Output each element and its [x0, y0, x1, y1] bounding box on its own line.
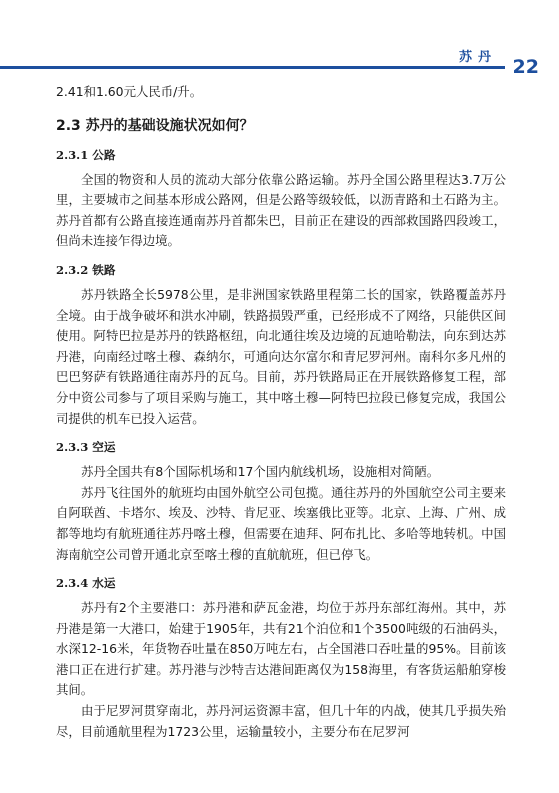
continued-paragraph: 2.41和1.60元人民币/升。	[56, 84, 203, 99]
body-paragraph: 苏丹全国共有8个国际机场和17个国内航线机场，设施相对简陋。	[81, 464, 440, 480]
running-header-country: 苏丹	[458, 50, 497, 65]
subsection-heading: 2.3.2 铁路	[56, 262, 116, 277]
body-paragraph: 苏丹铁路全长5978公里，是非洲国家铁路里程第二长的国家，铁路覆盖苏丹全境。由于战争破坏和洪水冲刷，铁路损毁严重，已经形成不了网络，只能供区间使用。阿特巴拉是苏丹的铁路枢纽，向北通往埃及边境的瓦迪哈勒法，向东到达苏丹港，向南经过喀土穆、森纳尔，可通向达尔富尔和青尼罗河州。南科尔多凡州的巴巴努萨有铁路通往南苏丹的瓦乌。目前，苏丹铁路局正在开展铁路修复工程，部分中资公司参与了项目采购与施工，其中喀土穆—阿特巴拉段已修复完成，我国公司提供的机车已投入运营。	[56, 286, 506, 426]
subsection-roads	[56, 147, 506, 252]
header-divider	[0, 66, 505, 69]
subsection-air-transport	[56, 439, 506, 565]
page-number: 22	[512, 56, 539, 78]
body-paragraph: 苏丹飞往国外的航班均由国外航空公司包揽。通往苏丹的外国航空公司主要来自阿联酋、卡塔尔、埃及、沙特、肯尼亚、埃塞俄比亚等。北京、上海、广州、成都等地均有航班通往苏丹喀土穆，但需要在迪拜、阿布扎比、多哈等地转机。中国海南航空公司曾开通北京至喀土穆的直航航班，但已停飞。	[56, 484, 506, 562]
body-paragraph: 由于尼罗河贯穿南北，苏丹河运资源丰富，但几十年的内战，使其几乎损失殆尽，目前通航里程为1723公里，运输量较小，主要分布在尼罗河	[56, 703, 506, 739]
body-paragraph: 苏丹有2个主要港口：苏丹港和萨瓦金港，均位于苏丹东部红海州。其中，苏丹港是第一大港口，始建于1905年，共有21个泊位和1个3500吨级的石油码头，水深12-16米，年货物吞吐量在850万吨左右，占全国港口吞吐量的95%。目前该港口正在进行扩建。苏丹港与沙特吉达港间距离仅为158海里，有客货运船舶穿梭其间。	[56, 600, 506, 698]
page-body	[56, 82, 506, 742]
body-paragraph: 全国的物资和人员的流动大部分依靠公路运输。苏丹全国公路里程达3.7万公里，主要城市之间基本形成公路网，但是公路等级较低，以沥青路和土石路为主。苏丹首都有公路直接连通南苏丹首都朱巴，目前正在建设的西部救国路四段竣工，但尚未连接乍得边境。	[56, 171, 506, 249]
subsection-heading: 2.3.3 空运	[56, 440, 116, 455]
subsection-railways	[56, 262, 506, 429]
subsection-water-transport	[56, 575, 506, 742]
subsection-heading: 2.3.1 公路	[56, 147, 116, 162]
subsection-heading: 2.3.4 水运	[56, 576, 116, 591]
section-heading: 2.3 苏丹的基础设施状况如何？	[56, 117, 254, 134]
